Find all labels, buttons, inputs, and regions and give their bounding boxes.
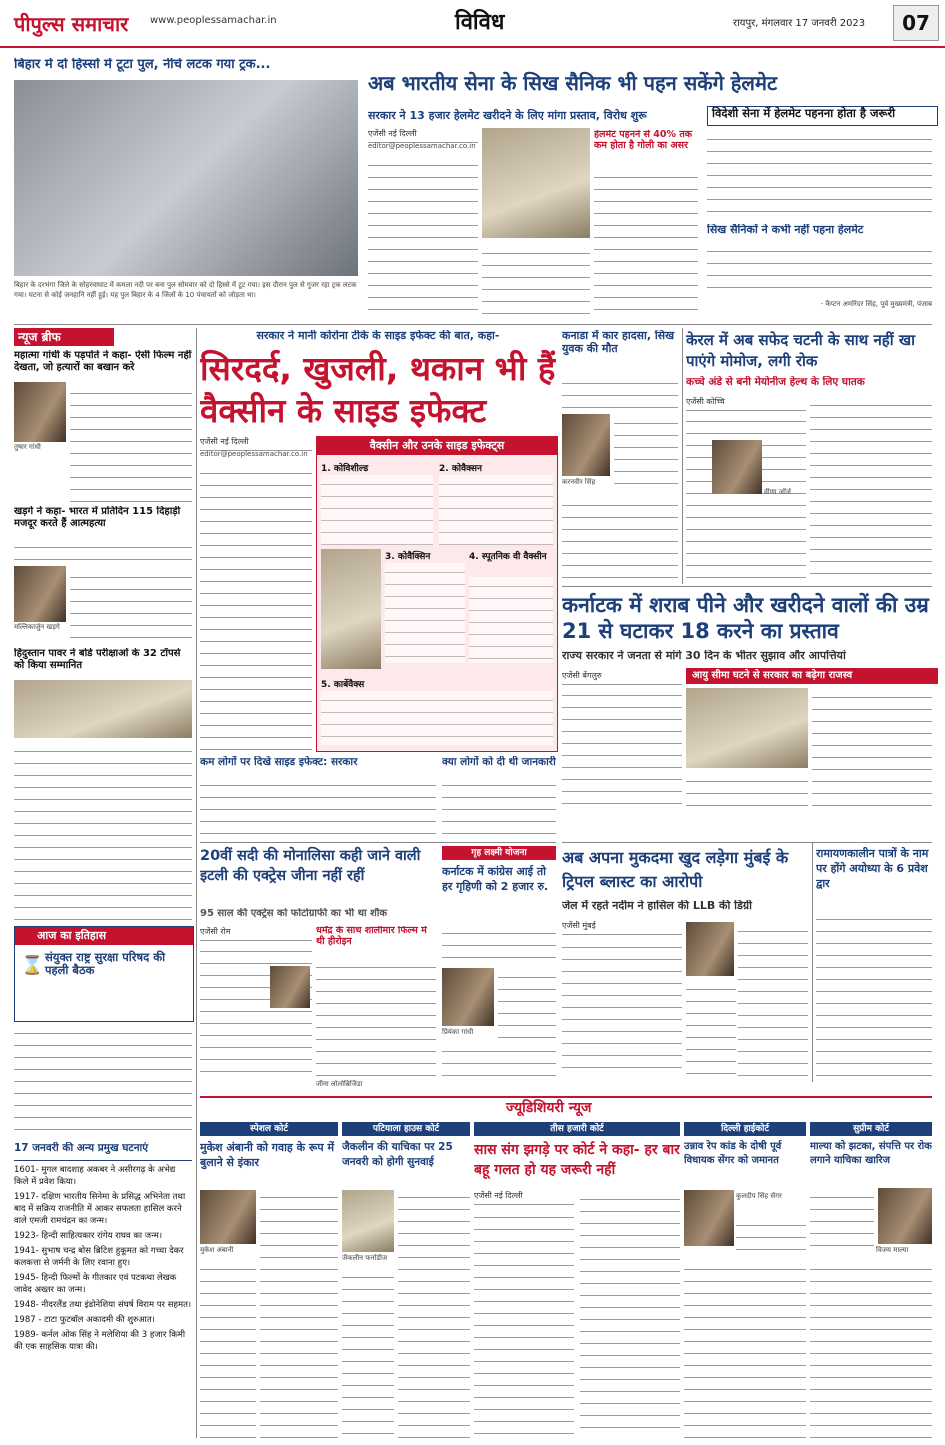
- court-headline: उन्नाव रेप कांड के दोषी पूर्व विधायक सेंगर को जमानत: [684, 1141, 782, 1166]
- vaccine-item-name: कोवैक्सन: [451, 464, 483, 474]
- court-photo-cap: विजय माल्या: [876, 1246, 909, 1254]
- kerala-headline: केरल में अब सफेद चटनी के साथ नहीं खा पाएंगे मोमोज, लगी रोक: [686, 331, 916, 370]
- karnataka-body-c: [686, 772, 808, 810]
- brief2-photo-cap: मल्लिकार्जुन खड़गे: [14, 623, 60, 631]
- nadeem-photo: [686, 922, 734, 976]
- mumbai-kicker: जेल में रहते नदीम ने हासिल की LLB की डिग्री: [562, 900, 752, 912]
- vaccine-woman-photo: [321, 549, 381, 669]
- sikh-side-head2: सिख सैनिकों ने कभी नहीं पहना हेलमेट: [707, 224, 864, 236]
- griha-body-a: [442, 924, 556, 964]
- newspaper-logo: पीपुल्स समाचार: [14, 12, 129, 36]
- mukesh-ambani-photo: [200, 1190, 256, 1244]
- history-event: 1941- सुभाष चन्द्र बोस ब्रिटिश हुकूमत को गच्चा देकर कलकत्ता से जर्मनी के लिए रवाना हुए।: [14, 1246, 184, 1268]
- canada-body-a: [562, 374, 678, 410]
- website[interactable]: www.peoplessamachar.in: [150, 15, 277, 26]
- history-event: 1989- कर्नल ओक सिंह ने मलेशिया की 3 हजार किमी की एक साहसिक यात्रा की।: [14, 1330, 186, 1352]
- vaccine-side-effects-box: [316, 436, 558, 752]
- divider: [200, 842, 556, 843]
- vaccine-item-4: [469, 549, 553, 562]
- divider: [562, 586, 932, 587]
- sikh-body-col3: [594, 168, 698, 316]
- court-photo-cap: जैकलीन फर्नांडीज: [342, 1254, 388, 1262]
- karanveer-singh-photo: [562, 414, 610, 476]
- mumbai-byline: एजेंसी मुंबई: [562, 920, 682, 935]
- court-body: [200, 1260, 256, 1438]
- hourglass-icon: ⌛: [21, 955, 44, 976]
- tushar-gandhi-photo: [14, 382, 66, 442]
- history-box: [14, 926, 194, 1022]
- griha-body-b: [498, 968, 556, 1038]
- divider: [562, 842, 932, 843]
- griha-headline: कर्नाटक में कांग्रेस आई तो हर गृहिणी को 2 हजार रु.: [442, 865, 549, 893]
- kerala-kicker: कच्चे अंडे से बनी मेयोनीज हेल्थ के लिए घातक: [686, 376, 865, 388]
- vaccine-item-1: [321, 461, 433, 474]
- sikh-side-head: विदेशी सेना में हेलमेट पहनना होता है जरूरी: [707, 106, 938, 126]
- court-tag: तीस हजारी कोर्ट: [474, 1122, 680, 1136]
- vaccine-item-5: [321, 677, 401, 690]
- monalisa-photo-cap: जीना लोलोब्रिजिडा: [316, 1080, 363, 1088]
- karnataka-tag: आयु सीमा घटने से सरकार का बढ़ेगा राजस्व: [686, 668, 938, 684]
- news-brief-label: न्यूज ब्रीफ: [14, 328, 114, 346]
- divider: [196, 328, 197, 1438]
- history-event: 1917- दक्षिण भारतीय सिनेमा के प्रसिद्ध अभिनेता तथा बाद में सक्रिय राजनीति में आकर सफलता हासिल करने वाले एमजी रामचंद्रन का जन्म।: [14, 1192, 186, 1226]
- court-headline: जैकलीन की याचिका पर 25 जनवरी को होगी सुनवाई: [342, 1141, 453, 1168]
- judiciary-banner: [200, 1096, 932, 1118]
- court-body: [736, 1216, 806, 1256]
- karnataka-kicker: राज्य सरकार ने जनता से मांगे 30 दिन के भीतर सुझाव और आपत्तियां: [562, 650, 846, 662]
- court-headline: माल्या को झटका, संपत्ति पर रोक लगाने याचिका खारिज: [810, 1141, 932, 1166]
- canada-photo-cap: करनवीर सिंह: [562, 478, 596, 486]
- canada-body-c: [562, 496, 678, 580]
- divider: [812, 842, 813, 1082]
- court-body: [684, 1260, 806, 1438]
- liquor-photo: [686, 688, 808, 768]
- sikh-side-body: [707, 130, 932, 222]
- history-events: [14, 1164, 192, 1438]
- history-event: 1945- हिन्दी फिल्मों के गीतकार एवं पटकथा लेखक जावेद अख्तर का जन्म।: [14, 1273, 177, 1295]
- court-headline: सास संग झगड़े पर कोर्ट ने कहा- हर बार बहू गलत हो यह जरूरी नहीं: [474, 1142, 680, 1178]
- vaccine-item-body: [469, 577, 553, 663]
- monalisa-kicker: 95 साल की एक्ट्रेस को फोटोग्राफी का भी था शौक: [200, 908, 388, 919]
- court-body: [260, 1188, 338, 1438]
- vaccine-item-name: कार्बेवैक्स: [333, 680, 365, 690]
- vijay-mallya-photo: [878, 1188, 932, 1244]
- ramayana-body: [816, 910, 932, 1078]
- mumbai-body-b: [738, 922, 808, 1078]
- divider: [682, 328, 683, 584]
- court-body: [398, 1188, 470, 1438]
- sikh-quote-head: हेलमेट पहनने से 40% तक कम होता है गोली का असर: [594, 130, 693, 151]
- ramayana-headline: रामायणकालीन पात्रों के नाम पर होंगे अयोध्या के 6 प्रवेश द्वार: [816, 847, 929, 890]
- mumbai-headline: अब अपना मुकदमा खुद लड़ेगा मुंबई के ट्रिपल ब्लास्ट का आरोपी: [562, 848, 789, 891]
- brief1-head: महात्मा गांधी के पड़पोते ने कहा- ऐसी फिल्म नहीं देखता, जो हत्यारों का बखान करे: [14, 350, 192, 373]
- mumbai-body-a: [562, 938, 682, 1078]
- history-event: 1601- मुगल बादशाह अकबर ने असीरगढ़ के अभेद्य किले में प्रवेश किया।: [14, 1165, 176, 1187]
- mumbai-body-c: [686, 980, 736, 1078]
- karnataka-headline: कर्नाटक में शराब पीने और खरीदने वालों की उम्र 21 से घटाकर 18 करने का प्रस्ताव: [562, 593, 929, 643]
- sikh-side-quote: - कैप्टन अमरिंदर सिंह, पूर्व मुख्यमंत्री, पंजाब: [820, 300, 932, 308]
- vaccine-item-body: [385, 563, 465, 663]
- vaccine-kicker: सरकार ने मानी कोरोना टीके के साइड इफेक्ट की बात, कहा-: [256, 330, 500, 342]
- vaccine-sub2: क्या लोगों को दी थी जानकारी: [442, 756, 556, 768]
- sikh-body-col1: [368, 156, 478, 316]
- sikh-headline: अब भारतीय सेना के सिख सैनिक भी पहन सकेंगे हेलमेट: [368, 71, 778, 95]
- vaccine-item-number: 1.: [321, 464, 331, 474]
- court-body: [810, 1188, 874, 1250]
- vaccine-item-body: [321, 475, 433, 545]
- vaccine-byline: एजेंसी नई दिल्ली: [200, 436, 312, 451]
- history-event: 1987 - टाटा फुटबॉल अकादमी की शुरुआत।: [14, 1315, 155, 1325]
- priyanka-photo: [442, 968, 494, 1026]
- brief2-head: खड़गे ने कहा- भारत में प्रतिदिन 115 दिहाड़ी मजदूर करते हैं आत्महत्या: [14, 506, 181, 529]
- history-body: [14, 1024, 192, 1136]
- vaccine-sub1-body: [200, 776, 436, 838]
- toppers-photo: [14, 680, 192, 738]
- masthead: [0, 0, 945, 48]
- history-events-head: 17 जनवरी की अन्य प्रमुख घटनाएं: [14, 1142, 192, 1161]
- kharge-photo: [14, 566, 66, 622]
- griha-tag: गृह लक्ष्मी योजना: [442, 846, 556, 860]
- vaccine-item-number: 2.: [439, 464, 449, 474]
- veena-george-photo: [712, 440, 762, 494]
- canada-body-b: [614, 414, 678, 494]
- monalisa-body-a: [200, 942, 312, 1078]
- gina-photo: [270, 966, 310, 1008]
- vaccine-item-body: [439, 475, 553, 545]
- vaccine-body: [200, 464, 312, 750]
- history-event: 1923- हिन्दी साहित्यकार रांगेय राघव का जन्म।: [14, 1231, 163, 1241]
- karnataka-body-a: [562, 686, 682, 810]
- sikh-body-col2: [482, 244, 590, 316]
- court-tag: सुप्रीम कोर्ट: [810, 1122, 932, 1136]
- kerala-body-b: [810, 396, 932, 580]
- court-body: [580, 1190, 680, 1438]
- history-label: आज का इतिहास: [15, 927, 193, 945]
- bridge-photo: [14, 80, 358, 276]
- canada-headline: कनाडा में कार हादसा, सिख युवक की मौत: [562, 330, 675, 355]
- bridge-headline: बिहार में दो हिस्सों में टूटा पुल, नीचे लटक गया ट्रक...: [14, 58, 271, 72]
- karnataka-body-b: [812, 688, 932, 810]
- monalisa-headline: 20वीं सदी की मोनालिसा कही जाने वाली इटली की एक्ट्रेस जीना नहीं रहीं: [200, 848, 421, 884]
- court-tag: दिल्ली हाईकोर्ट: [684, 1122, 806, 1136]
- vaccine-sub2-body: [442, 776, 556, 838]
- vaccine-item-body: [321, 691, 553, 745]
- brief3-head: हिंदुस्तान पावर ने बोर्ड परीक्षाओं के 32 टॉपर्स को किया सम्मानित: [14, 648, 181, 671]
- brief2-body-b: [70, 568, 192, 642]
- monalisa-byline: एजेंसी रोम: [200, 926, 312, 941]
- page-number: 07: [893, 5, 939, 41]
- vaccine-item-2: [439, 461, 553, 474]
- brief3-body: [14, 742, 192, 920]
- kerala-byline: एजेंसी कोच्चि: [686, 396, 806, 411]
- bridge-story: [14, 58, 358, 320]
- vaccine-item-number: 3.: [385, 552, 395, 562]
- vaccine-sub1: कम लोगों पर दिखे साइड इफेक्ट: सरकार: [200, 756, 358, 768]
- sikh-byline: एजेंसी नई दिल्ली: [368, 128, 478, 143]
- griha-body-c: [442, 1042, 556, 1078]
- section-title: विविध: [455, 10, 505, 35]
- dateline: रायपुर, मंगलवार 17 जनवरी 2023: [733, 18, 866, 29]
- brief1-photo-cap: तुषार गांधी: [14, 443, 41, 451]
- vaccine-headline: सिरदर्द, खुजली, थकान भी हैं वैक्सीन के साइड इफेक्ट: [200, 349, 556, 430]
- court-body: [810, 1260, 932, 1438]
- court-tag: पटियाला हाउस कोर्ट: [342, 1122, 470, 1136]
- sikh-side-body2: [707, 242, 932, 298]
- vaccine-item-name: कोवैक्सिन: [397, 552, 431, 562]
- griha-photo-cap: प्रियंका गांधी: [442, 1028, 474, 1036]
- jacqueline-photo: [342, 1190, 394, 1252]
- history-head: संयुक्त राष्ट्र सुरक्षा परिषद की पहली बैठक: [45, 950, 166, 978]
- kerala-photo-cap: वीणा जॉर्ज: [764, 488, 792, 496]
- divider: [14, 324, 932, 325]
- sikh-photo: [482, 128, 590, 238]
- vaccine-item-name: स्पूतनिक वी वैक्सीन: [481, 552, 547, 562]
- court-body: [474, 1208, 574, 1438]
- vaccine-item-number: 4.: [469, 552, 479, 562]
- monalisa-body-b: [316, 958, 436, 1078]
- judiciary-banner-title: ज्यूडिशियरी न्यूज: [500, 1100, 597, 1116]
- vaccine-box-title: वैक्सीन और उनके साइड इफेक्ट्स: [317, 437, 557, 455]
- vaccine-email: editor@peoplessamachar.co.in: [200, 450, 308, 458]
- court-tag: स्पेशल कोर्ट: [200, 1122, 338, 1136]
- sikh-kicker: सरकार ने 13 हजार हेलमेट खरीदने के लिए मांगा प्रस्ताव, विरोध शुरू: [368, 109, 647, 122]
- karnataka-byline: एजेंसी बेंगलुरु: [562, 670, 682, 685]
- court-body: [342, 1268, 394, 1438]
- court-headline: मुकेश अंबानी को गवाह के रूप में बुलाने से इंकार: [200, 1141, 335, 1169]
- sengar-photo: [684, 1190, 734, 1246]
- bridge-caption: बिहार के दरभंगा जिले के सोहरवाघाट में कमला नदी पर बना पुल सोमवार को दो हिस्से में टूट गया। इस दौरान पुल से गुजर रहा ट्रक लटक गया। घटना से कोई जनहानि नहीं हुई। यह पुल बिहार के 4 जिलों के 10 पंचायतों को जोड़ता था।: [14, 281, 357, 299]
- vaccine-item-name: कोविशील्ड: [333, 464, 369, 474]
- court-photo-cap: कुलदीप सिंह सेंगर: [736, 1192, 782, 1200]
- vaccine-item-3: [385, 549, 465, 562]
- court-byline: एजेंसी नई दिल्ली: [474, 1190, 574, 1205]
- brief1-body: [70, 384, 192, 502]
- vaccine-item-number: 5.: [321, 680, 331, 690]
- monalisa-sub: धर्मेंद्र के साथ शालीमार फिल्म में थी हीरोइन: [316, 926, 427, 947]
- sikh-email: editor@peoplessamachar.co.in: [368, 142, 476, 150]
- history-event: 1948- नीदरलैंड तथा इंडोनेशिया संघर्ष विराम पर सहमत।: [14, 1300, 192, 1310]
- brief2-body-a: [14, 538, 192, 564]
- court-photo-cap: मुकेश अंबानी: [200, 1246, 234, 1254]
